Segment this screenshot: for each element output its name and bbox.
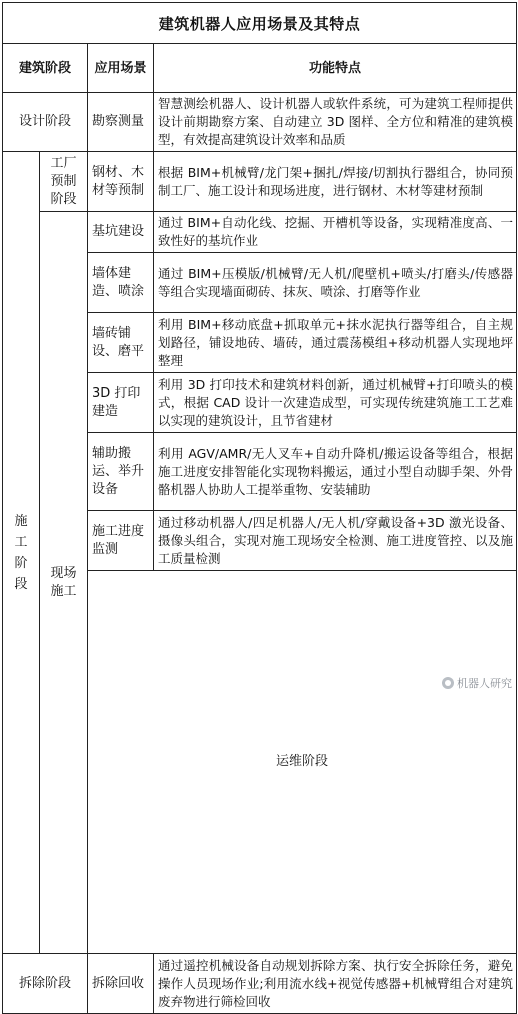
scene-cell: 勘察测量 bbox=[88, 93, 154, 152]
header-stage: 建筑阶段 bbox=[3, 44, 88, 93]
wechat-logo-icon bbox=[442, 677, 454, 689]
features-cell: 利用 AGV/AMR/无人叉车+自动升降机/搬运设备等组合，根据施工进度安排智能化实现物料搬运，通过小型自动脚手架、外骨骼机器人协助人工提举重物、安装辅助 bbox=[154, 433, 517, 511]
table-title: 建筑机器人应用场景及其特点 bbox=[3, 3, 517, 44]
features-cell: 通过 BIM+自动化线、挖掘、开槽机等设备，实现精准度高、一致性好的基坑作业 bbox=[154, 212, 517, 253]
header-features: 功能特点 bbox=[154, 44, 517, 93]
stage-factory-prefab: 工厂预制阶段 bbox=[40, 152, 88, 212]
scene-cell: 墙体建造、喷涂 bbox=[88, 253, 154, 313]
watermark-text: 机器人研究 bbox=[457, 677, 512, 690]
features-cell: 智慧测绘机器人、设计机器人或软件系统，可为建筑工程师提供设计前期勘察方案、自动建立 3D 图样、全方位和精准的建筑模型，有效提高建筑设计效率和品质 bbox=[154, 93, 517, 152]
features-cell: 通过遥控机械设备自动规划拆除方案、执行安全拆除任务，避免操作人员现场作业;利用流水线+视觉传感器+机械臂组合对建筑废弃物进行筛检回收 bbox=[154, 954, 517, 1014]
scene-cell: 基坑建设 bbox=[88, 212, 154, 253]
scene-cell: 钢材、木材等预制 bbox=[88, 152, 154, 212]
features-cell: 利用 3D 打印技术和建筑材料创新，通过机械臂+打印喷头的模式，根据 CAD 设计一次建造成型，可实现传统建筑施工工艺难以实现的建筑设计，且节省建材 bbox=[154, 373, 517, 433]
features-cell: 通过移动机器人/四足机器人/无人机/穿戴设备+3D 激光设备、摄像头组合，实现对施工现场安全检测、施工进度管控、以及施工质量检测 bbox=[154, 511, 517, 571]
features-cell: 通过 BIM+压模版/机械臂/无人机/爬壁机+喷头/打磨头/传感器等组合实现墙面砌砖、抹灰、喷涂、打磨等作业 bbox=[154, 253, 517, 313]
stage-demolition: 拆除阶段 bbox=[3, 954, 88, 1014]
watermark bbox=[442, 675, 512, 691]
scenario-table bbox=[2, 2, 517, 1014]
features-cell: 根据 BIM+机械臂/龙门架+捆扎/焊接/切割执行器组合，协同预制工厂、施工设计和现场进度，进行钢材、木材等建材预制 bbox=[154, 152, 517, 212]
scene-cell: 墙砖铺设、磨平 bbox=[88, 313, 154, 373]
features-cell: 利用 BIM+移动底盘+抓取单元+抹水泥执行器等组合，自主规划路径，铺设地砖、墙砖，通过震荡模组+移动机器人实现地坪整理 bbox=[154, 313, 517, 373]
scene-cell: 辅助搬运、举升设备 bbox=[88, 433, 154, 511]
scene-cell: 施工进度监测 bbox=[88, 511, 154, 571]
scene-cell: 拆除回收 bbox=[88, 954, 154, 1014]
scene-cell: 3D 打印建造 bbox=[88, 373, 154, 433]
header-scene: 应用场景 bbox=[88, 44, 154, 93]
stage-construction: 施工阶段 bbox=[3, 152, 40, 954]
stage-operation: 运维阶段 bbox=[88, 571, 517, 954]
stage-design: 设计阶段 bbox=[3, 93, 88, 152]
stage-onsite: 现场施工 bbox=[40, 212, 88, 954]
